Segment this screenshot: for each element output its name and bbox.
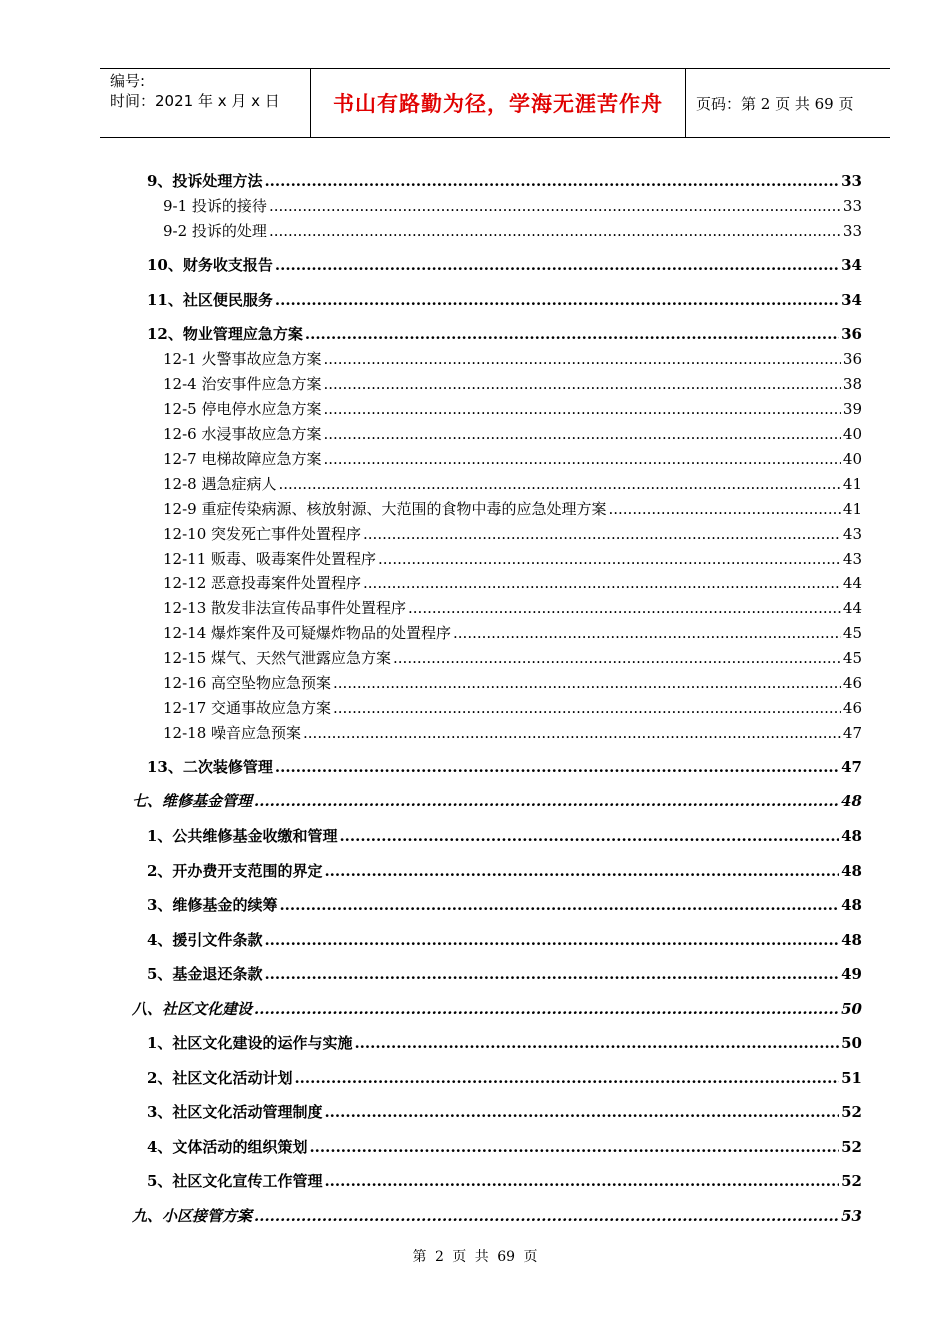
toc-entry-title: 12-11 贩毒、吸毒案件处置程序 (163, 550, 377, 568)
toc-entry-title: 13、二次装修管理 (147, 758, 273, 776)
toc-entry-title: 9-2 投诉的处理 (163, 222, 267, 240)
toc-entry[interactable] (163, 448, 862, 469)
toc-entry-page: 33 (842, 222, 862, 240)
toc-entry-page: 40 (842, 450, 862, 468)
toc-entry-page: 33 (841, 172, 862, 190)
toc-entry[interactable] (147, 929, 862, 950)
toc-entry[interactable] (132, 998, 862, 1019)
toc-entry[interactable] (163, 572, 862, 593)
toc-entry[interactable] (132, 790, 862, 811)
toc-entry-title: 2、开办费开支范围的界定 (147, 862, 323, 880)
toc-dot-leader (408, 599, 841, 617)
toc-entry-title: 4、援引文件条款 (147, 931, 263, 949)
toc-entry-page: 48 (841, 931, 862, 949)
toc-entry[interactable] (163, 220, 862, 241)
toc-entry-title: 2、社区文化活动计划 (147, 1069, 293, 1087)
toc-dot-leader (275, 256, 839, 274)
toc-dot-leader (254, 792, 839, 810)
toc-entry-title: 5、基金退还条款 (147, 965, 263, 983)
toc-dot-leader (269, 222, 841, 240)
toc-entry-page: 40 (842, 425, 862, 443)
toc-entry[interactable] (163, 373, 862, 394)
toc-entry-page: 47 (841, 758, 862, 776)
toc-dot-leader (309, 1138, 839, 1156)
toc-dot-leader (305, 325, 839, 343)
toc-entry[interactable] (147, 1067, 862, 1088)
toc-dot-leader (453, 624, 841, 642)
toc-entry[interactable] (163, 597, 862, 618)
toc-dot-leader (279, 896, 839, 914)
toc-entry[interactable] (163, 523, 862, 544)
toc-entry[interactable] (163, 348, 862, 369)
toc-entry[interactable] (147, 1101, 862, 1122)
toc-entry[interactable] (163, 195, 862, 216)
toc-entry-page: 47 (842, 724, 862, 742)
toc-dot-leader (378, 550, 841, 568)
toc-dot-leader (323, 450, 840, 468)
toc-entry[interactable] (147, 1032, 862, 1053)
toc-entry-title: 12、物业管理应急方案 (147, 325, 303, 343)
toc-dot-leader (363, 525, 841, 543)
toc-entry[interactable] (147, 963, 862, 984)
toc-entry-page: 46 (842, 699, 862, 717)
toc-entry-page: 38 (842, 375, 862, 393)
toc-entry-title: 12-8 遇急症病人 (163, 475, 277, 493)
toc-entry-page: 48 (841, 862, 862, 880)
toc-dot-leader (254, 1207, 839, 1225)
toc-entry-title: 七、维修基金管理 (132, 792, 253, 810)
toc-entry[interactable] (163, 548, 862, 569)
toc-entry[interactable] (147, 289, 862, 310)
toc-entry-title: 九、小区接管方案 (132, 1207, 253, 1225)
toc-entry-title: 12-7 电梯故障应急方案 (163, 450, 322, 468)
toc-entry-title: 12-9 重症传染病源、核放射源、大范围的食物中毒的应急处理方案 (163, 500, 607, 518)
toc-entry-title: 3、维修基金的续筹 (147, 896, 278, 914)
toc-entry[interactable] (132, 1205, 862, 1226)
toc-entry-title: 12-4 治安事件应急方案 (163, 375, 322, 393)
toc-entry[interactable] (147, 860, 862, 881)
toc-entry-page: 49 (841, 965, 862, 983)
toc-entry[interactable] (147, 756, 862, 777)
toc-entry-page: 36 (841, 325, 862, 343)
toc-entry-title: 11、社区便民服务 (147, 291, 273, 309)
toc-entry-page: 48 (841, 792, 862, 810)
toc-entry-title: 12-5 停电停水应急方案 (163, 400, 322, 418)
toc-entry[interactable] (147, 894, 862, 915)
toc-dot-leader (264, 172, 839, 190)
toc-entry[interactable] (163, 697, 862, 718)
toc-dot-leader (303, 724, 841, 742)
header-meta (100, 69, 311, 137)
toc-entry-page: 44 (842, 574, 862, 592)
toc-entry-title: 4、文体活动的组织策划 (147, 1138, 308, 1156)
toc-dot-leader (323, 350, 840, 368)
toc-entry[interactable] (163, 473, 862, 494)
toc-entry-title: 12-17 交通事故应急方案 (163, 699, 332, 717)
code-label: 编号: (110, 72, 146, 90)
toc-entry[interactable] (163, 672, 862, 693)
toc-entry-title: 12-1 火警事故应急方案 (163, 350, 322, 368)
toc-entry-title: 10、财务收支报告 (147, 256, 273, 274)
toc-entry-title: 9-1 投诉的接待 (163, 197, 267, 215)
toc-dot-leader (275, 758, 839, 776)
toc-entry-page: 51 (841, 1069, 862, 1087)
toc-entry-page: 44 (842, 599, 862, 617)
toc-entry-title: 3、社区文化活动管理制度 (147, 1103, 323, 1121)
toc-entry[interactable] (163, 722, 862, 743)
toc-dot-leader (254, 1000, 839, 1018)
toc-entry[interactable] (147, 254, 862, 275)
toc-entry-page: 33 (842, 197, 862, 215)
toc-entry[interactable] (163, 498, 862, 519)
header-motto: 书山有路勤为径，学海无涯苦作舟 (311, 69, 686, 137)
toc-entry[interactable] (147, 825, 862, 846)
toc-entry-page: 41 (842, 500, 862, 518)
toc-entry-title: 12-10 突发死亡事件处置程序 (163, 525, 362, 543)
toc-entry-page: 52 (841, 1103, 862, 1121)
time-text: 时间：2021 年 x 月 x 日 (110, 92, 280, 110)
toc-entry-title: 5、社区文化宣传工作管理 (147, 1172, 323, 1190)
toc-entry-title: 八、社区文化建设 (132, 1000, 253, 1018)
toc-entry[interactable] (147, 323, 862, 344)
toc-entry-page: 34 (841, 256, 862, 274)
toc-entry-title: 1、公共维修基金收缴和管理 (147, 827, 338, 845)
toc-entry[interactable] (163, 398, 862, 419)
toc-entry[interactable] (147, 1170, 862, 1191)
header-page-info: 页码：第 2 页 共 69 页 (696, 94, 854, 113)
toc-entry-title: 12-18 噪音应急预案 (163, 724, 302, 742)
toc-entry-title: 12-13 散发非法宣传品事件处置程序 (163, 599, 407, 617)
toc-dot-leader (354, 1034, 839, 1052)
toc-entry-page: 52 (841, 1138, 862, 1156)
toc-dot-leader (339, 827, 839, 845)
toc-dot-leader (264, 931, 839, 949)
toc-dot-leader (275, 291, 839, 309)
toc-entry[interactable] (163, 622, 862, 643)
toc-entry[interactable] (147, 1136, 862, 1157)
toc-dot-leader (264, 965, 839, 983)
toc-entry-title: 12-12 恶意投毒案件处置程序 (163, 574, 362, 592)
toc-entry-title: 9、投诉处理方法 (147, 172, 263, 190)
toc-entry-page: 43 (842, 525, 862, 543)
toc-entry[interactable] (163, 423, 862, 444)
toc-entry-page: 39 (842, 400, 862, 418)
toc-dot-leader (608, 500, 840, 518)
toc-entry-page: 45 (842, 649, 862, 667)
page-header (100, 68, 890, 138)
toc-entry-page: 48 (841, 827, 862, 845)
toc-entry-page: 45 (842, 624, 862, 642)
toc-entry-title: 12-14 爆炸案件及可疑爆炸物品的处置程序 (163, 624, 452, 642)
toc-entry-page: 34 (841, 291, 862, 309)
toc-dot-leader (333, 699, 841, 717)
toc-entry-page: 53 (841, 1207, 862, 1225)
toc-dot-leader (393, 649, 841, 667)
toc-entry[interactable] (147, 170, 862, 191)
toc-dot-leader (324, 862, 839, 880)
toc-dot-leader (323, 375, 840, 393)
toc-entry[interactable] (163, 647, 862, 668)
toc-entry-page: 52 (841, 1172, 862, 1190)
toc-entry-page: 36 (842, 350, 862, 368)
toc-dot-leader (324, 1103, 839, 1121)
toc-dot-leader (324, 1172, 839, 1190)
toc-dot-leader (363, 574, 841, 592)
toc-dot-leader (278, 475, 840, 493)
toc-entry-title: 1、社区文化建设的运作与实施 (147, 1034, 353, 1052)
toc-dot-leader (269, 197, 841, 215)
toc-entry-title: 12-16 高空坠物应急预案 (163, 674, 332, 692)
toc-entry-page: 48 (841, 896, 862, 914)
toc-entry-page: 43 (842, 550, 862, 568)
toc-dot-leader (323, 400, 840, 418)
toc-dot-leader (294, 1069, 839, 1087)
toc-entry-title: 12-15 煤气、天然气泄露应急方案 (163, 649, 392, 667)
toc-dot-leader (333, 674, 841, 692)
toc-dot-leader (323, 425, 840, 443)
toc-entry-page: 41 (842, 475, 862, 493)
toc-entry-title: 12-6 水浸事故应急方案 (163, 425, 322, 443)
toc-entry-page: 50 (841, 1034, 862, 1052)
page-footer: 第 2 页 共 69 页 (412, 1249, 538, 1265)
toc-entry-page: 46 (842, 674, 862, 692)
toc-entry-page: 50 (841, 1000, 862, 1018)
